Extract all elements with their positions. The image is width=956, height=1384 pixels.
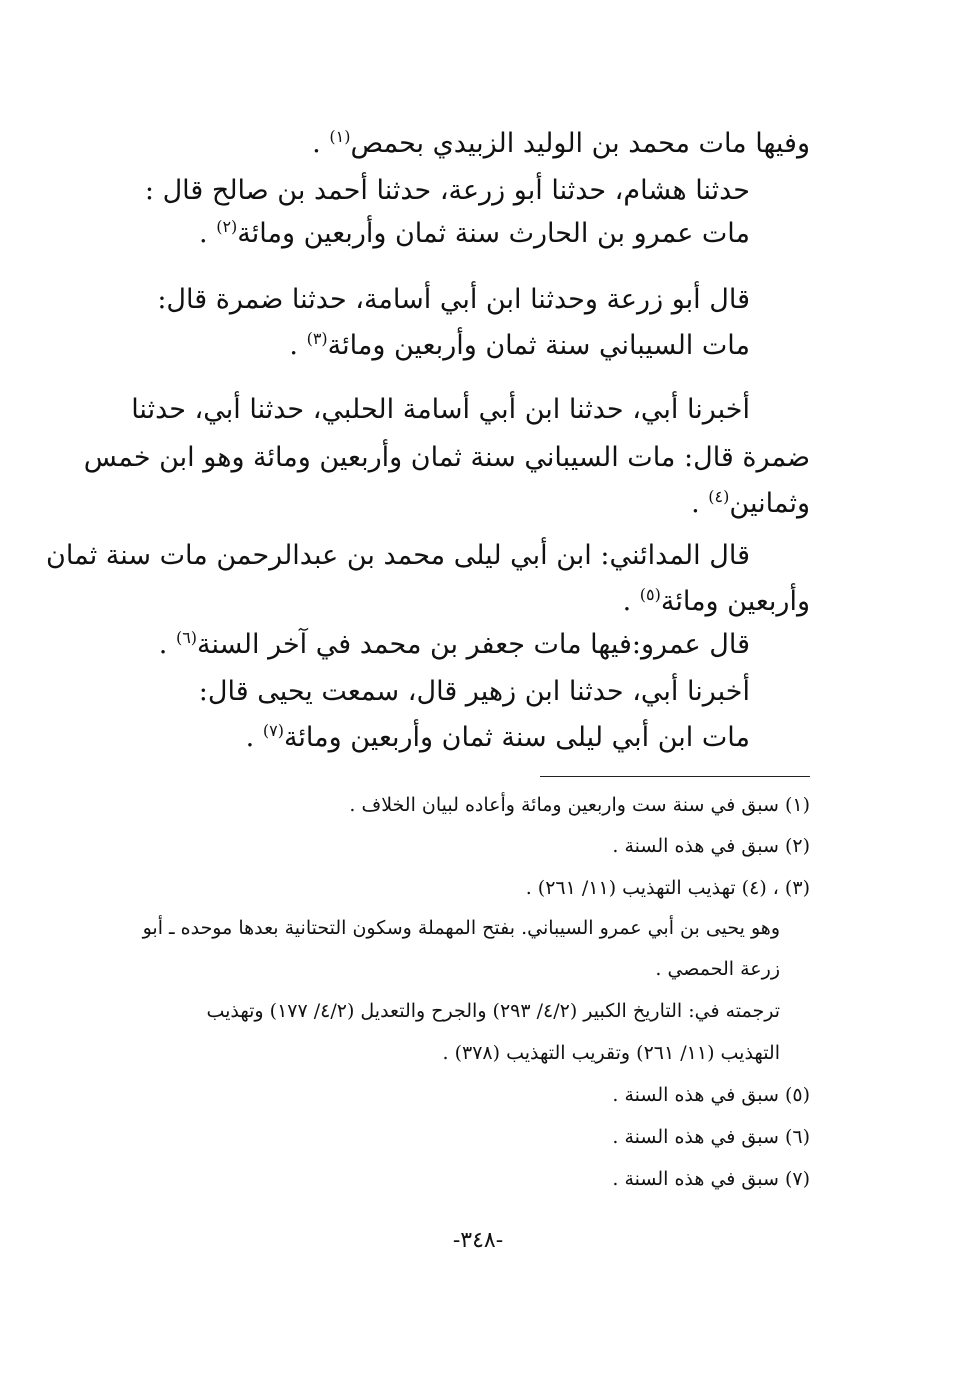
footnote-ref-6[interactable]: (٦) xyxy=(175,628,198,647)
body-line-2: حدثنا هشام، حدثنا أبو زرعة، حدثنا أحمد بن صالح قال : xyxy=(144,175,750,206)
body-line-8: وثمانين$^{(٤)}$ . xyxy=(691,487,810,519)
body-line-10: وأربعين ومائة$^{(٥)}$ . xyxy=(622,585,810,617)
footnote-3-4-line-3: زرعة الحمصي . xyxy=(655,958,780,980)
footnote-separator xyxy=(540,776,810,777)
footnote-ref-3[interactable]: (٣) xyxy=(306,329,328,348)
body-line-4: قال أبو زرعة وحدثنا ابن أبي أسامة، حدثنا ضمرة قال: xyxy=(157,284,750,315)
footnote-ref-4[interactable]: (٤) xyxy=(708,487,730,506)
footnote-3-4-line-2: وهو يحيى بن أبي عمرو السيباني. بفتح المهملة وسكون التحتانية بعدها موحده ـ أبو xyxy=(142,917,780,939)
body-line-1: وفيها مات محمد بن الوليد الزبيدي بحمص$^{(١)}$ . xyxy=(312,127,810,159)
footnote-ref-7[interactable]: (٧) xyxy=(262,721,284,740)
body-line-3: مات عمرو بن الحارث سنة ثمان وأربعين ومائة$^{(٢)}$ . xyxy=(199,217,750,249)
body-line-12: أخبرنا أبي، حدثنا ابن زهير قال، سمعت يحيى قال: xyxy=(198,676,750,707)
footnote-3-4: (٣) ، (٤) تهذيب التهذيب (١١/ ٢٦١) . xyxy=(525,877,810,899)
page-number: -٣٤٨- xyxy=(452,1228,504,1253)
footnote-ref-2[interactable]: (٢) xyxy=(216,217,238,236)
body-line-13: مات ابن أبي ليلى سنة ثمان وأربعين ومائة$^{(٧)}$ . xyxy=(245,721,750,753)
footnote-3-4-line-4: ترجمته في: التاريخ الكبير (٤/٢/ ٢٩٣) والجرح والتعديل (٤/٢/ ١٧٧) وتهذيب xyxy=(206,1000,780,1022)
footnote-6: (٦) سبق في هذه السنة . xyxy=(612,1126,810,1148)
footnote-7: (٧) سبق في هذه السنة . xyxy=(612,1168,810,1190)
footnote-1: (١) سبق في سنة ست واربعين ومائة وأعاده لبيان الخلاف . xyxy=(349,794,810,816)
footnote-5: (٥) سبق في هذه السنة . xyxy=(612,1084,810,1106)
body-line-5: مات السيباني سنة ثمان وأربعين ومائة$^{(٣)}$ . xyxy=(289,329,750,361)
footnote-ref-5[interactable]: (٥) xyxy=(639,585,661,604)
body-line-11: قال عمرو:فيها مات جعفر بن محمد في آخر السنة$^{(٦)}$ . xyxy=(158,628,750,660)
body-line-7: ضمرة قال: مات السيباني سنة ثمان وأربعين ومائة وهو ابن خمس xyxy=(83,442,810,473)
body-line-9: قال المدائني: ابن أبي ليلى محمد بن عبدالرحمن مات سنة ثمان xyxy=(46,540,750,571)
body-line-6: أخبرنا أبي، حدثنا ابن أبي أسامة الحلبي، حدثنا أبي، حدثنا xyxy=(131,394,750,425)
footnote-2: (٢) سبق في هذه السنة . xyxy=(612,835,810,857)
footnote-3-4-line-5: التهذيب (١١/ ٢٦١) وتقريب التهذيب (٣٧٨) . xyxy=(442,1042,780,1064)
footnote-ref-1[interactable]: (١) xyxy=(329,127,351,146)
